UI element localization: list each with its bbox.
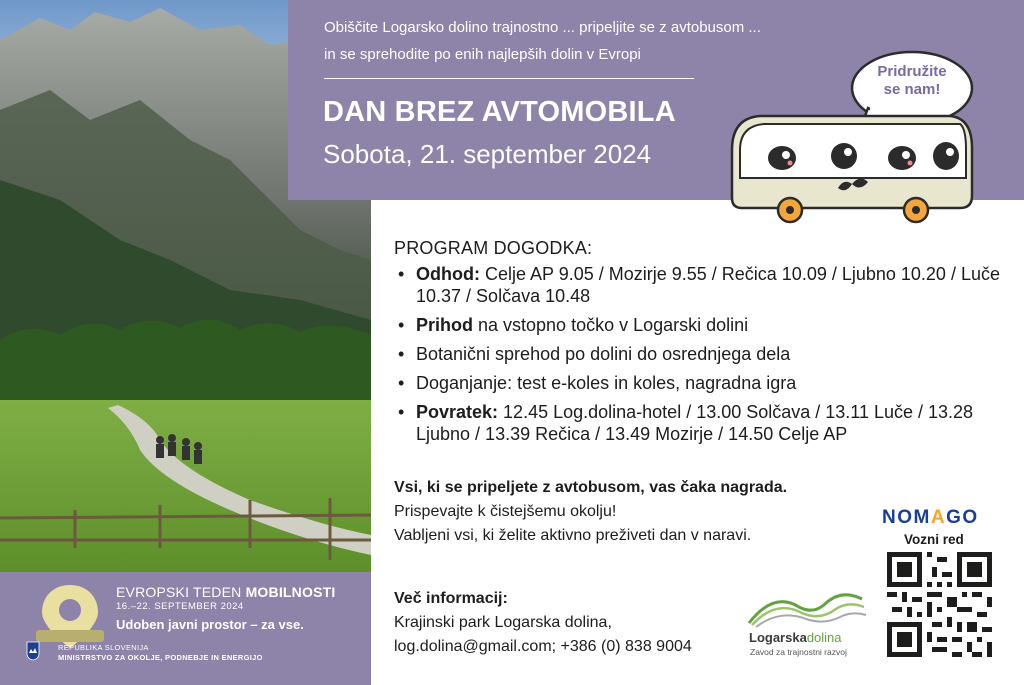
event-date: Sobota, 21. september 2024 xyxy=(323,139,652,169)
info-line-1: Krajinski park Logarska dolina, xyxy=(394,614,612,631)
list-item: • Botanični sprehod po dolini do osrednjega dela xyxy=(394,343,1004,365)
mobility-week-slogan: Udoben javni prostor – za vse. xyxy=(116,617,304,632)
logarska-name: Logarskadolina xyxy=(749,630,842,645)
intro-line-1: Obiščite Logarsko dolino trajnostno ... pripeljite se z avtobusom ... xyxy=(324,19,761,36)
mobility-week-title: EVROPSKI TEDEN MOBILNOSTI xyxy=(116,584,336,600)
intro-text xyxy=(324,14,761,68)
mountain-logo-icon xyxy=(744,585,869,630)
program-list xyxy=(394,263,1004,445)
nomago-logo: NOMAGO xyxy=(882,507,979,528)
event-title: DAN BREZ AVTOMOBILA xyxy=(323,96,676,128)
list-item: • Doganjanje: test e-koles in koles, nagradna igra xyxy=(394,372,1004,394)
bus-illustration xyxy=(720,38,980,228)
qr-code[interactable] xyxy=(887,552,992,657)
reward-section xyxy=(394,476,787,548)
government-name: REPUBLIKA SLOVENIJA xyxy=(58,643,149,652)
mobility-week-logo xyxy=(30,580,110,650)
info-heading: Več informacij: xyxy=(394,590,508,607)
logarska-subtitle: Zavod za trajnostni razvoj xyxy=(750,647,847,657)
speech-line-1: Pridružite xyxy=(877,63,947,80)
slovenia-crest-icon xyxy=(26,641,40,661)
list-item: • Odhod: Celje AP 9.05 / Mozirje 9.55 / Rečica 10.09 / Ljubno 10.20 / Luče 10.37 / Solčava 10.48 xyxy=(394,263,1004,307)
timetable-label: Vozni red xyxy=(904,532,964,547)
reward-line-2: Prispevajte k čistejšemu okolju! xyxy=(394,503,617,520)
program-section xyxy=(394,238,1004,452)
list-item: • Prihod na vstopno točko v Logarski dolini xyxy=(394,314,1004,336)
intro-line-2: in se sprehodite po enih najlepših dolin v Evropi xyxy=(324,46,641,63)
reward-headline: Vsi, ki se pripeljete z avtobusom, vas čaka nagrada. xyxy=(394,479,788,496)
logarska-logo xyxy=(744,585,869,660)
reward-line-3: Vabljeni vsi, ki želite aktivno preživeti dan v naravi. xyxy=(394,527,752,544)
speech-line-2: se nam! xyxy=(883,81,941,98)
header-divider xyxy=(324,78,694,79)
list-item: • Povratek: 12.45 Log.dolina-hotel / 13.00 Solčava / 13.11 Luče / 13.28 Ljubno / 13.39 Rečica / 13.49 Mozirje / 14.50 Celje AP xyxy=(394,401,1004,445)
contact-info xyxy=(394,587,692,659)
program-heading: PROGRAM DOGODKA: xyxy=(394,238,593,258)
info-contact[interactable]: log.dolina@gmail.com; +386 (0) 838 9004 xyxy=(394,638,692,655)
mobility-week-dates: 16.–22. SEPTEMBER 2024 xyxy=(116,601,244,612)
mobility-week-panel xyxy=(0,572,371,685)
ministry-name: MINISTRSTVO ZA OKOLJE, PODNEBJE IN ENERGIJO xyxy=(58,653,263,662)
